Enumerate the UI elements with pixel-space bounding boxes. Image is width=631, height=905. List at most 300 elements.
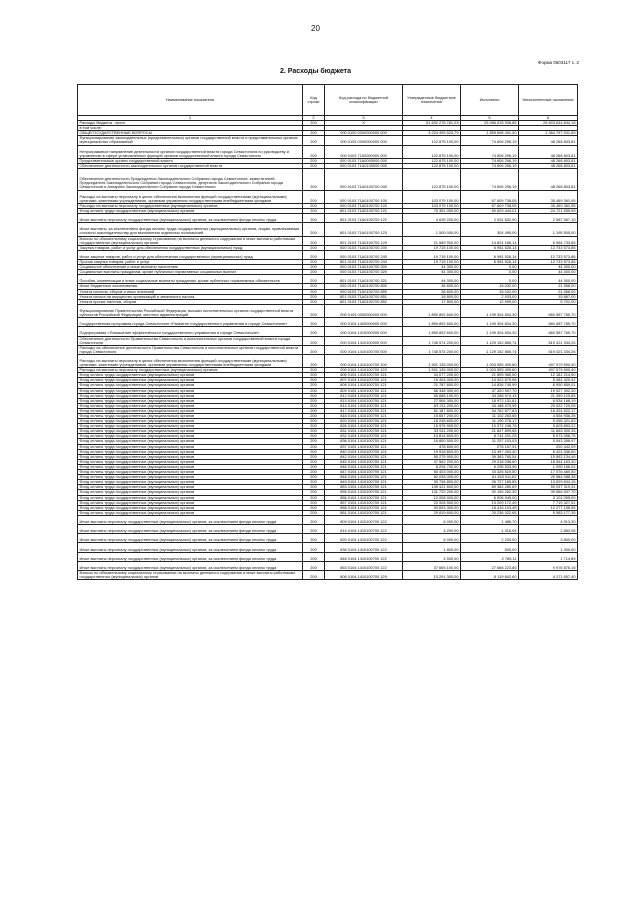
row-approved: 1 748 574 200,00 bbox=[403, 336, 461, 345]
row-executed: 1 003 555 409,60 bbox=[461, 368, 519, 373]
row-executed: 74 606 296,19 bbox=[461, 136, 519, 145]
row-approved: 131 722 200,00 bbox=[403, 490, 461, 495]
row-unexecuted: 9 583 177,35 bbox=[519, 510, 578, 515]
row-name: Непрограммное направление деятельности органов государственной власти города Севастополя по руководству и управлению в сфере установленных функций органов государственной власти города Севастополя bbox=[78, 145, 303, 158]
table-row bbox=[78, 223, 578, 236]
row-kbk: 807 0104 1410100700 121 bbox=[325, 378, 403, 383]
row-name: Фонд оплаты труда государственных (муниципальных) органов bbox=[78, 439, 303, 444]
row-approved: 4 200,00 bbox=[403, 525, 461, 534]
row-executed: 21 847 899,65 bbox=[461, 429, 519, 434]
row-line-code: 200 bbox=[303, 265, 325, 270]
row-unexecuted: 619 421 334,26 bbox=[519, 336, 578, 345]
row-kbk: 000 0103 71A0100700 000 bbox=[325, 169, 403, 191]
row-line-code: 200 bbox=[303, 245, 325, 250]
row-executed: 39 383 765,54 bbox=[461, 454, 519, 459]
row-approved: 122 875 100,00 bbox=[403, 163, 461, 168]
row-kbk: 000 0104 1410100000 000 bbox=[325, 336, 403, 345]
row-line-code: 200 bbox=[303, 304, 325, 317]
row-approved: 19 715 100,00 bbox=[403, 250, 461, 259]
row-name: Фонд оплаты труда государственных (муниципальных) органов bbox=[78, 444, 303, 449]
row-name: Иные закупки товаров, работ и услуг для обеспечения государственных (муниципальных) нужд bbox=[78, 250, 303, 259]
row-unexecuted: 48 268 803,81 bbox=[519, 145, 578, 158]
row-name: Фонд оплаты труда государственных (муниципальных) органов bbox=[78, 373, 303, 378]
row-line-code: 200 bbox=[303, 208, 325, 213]
row-executed: 6 981 526,14 bbox=[461, 245, 519, 250]
row-name: Фонд оплаты труда государственных (муниципальных) органов bbox=[78, 470, 303, 475]
row-approved: 18 245 600,00 bbox=[403, 419, 461, 424]
row-executed: 12 099,00 bbox=[461, 299, 519, 304]
row-executed: 61 453 911,62 bbox=[461, 475, 519, 480]
row-executed: 27 688 223,85 bbox=[461, 561, 519, 570]
row-line-code: 200 bbox=[303, 354, 325, 367]
row-approved: 17 800,00 bbox=[403, 299, 461, 304]
row-kbk: 817 0104 1410100700 121 bbox=[325, 408, 403, 413]
col-index: 2 bbox=[303, 116, 325, 121]
row-approved: 122 875 100,00 bbox=[403, 136, 461, 145]
row-unexecuted: 21 568,00 bbox=[519, 284, 578, 289]
row-kbk: 000 0100 0000000000 000 bbox=[325, 131, 403, 136]
row-line-code: 200 bbox=[303, 470, 325, 475]
row-unexecuted: 50 037 319,31 bbox=[519, 485, 578, 490]
row-name: Фонд оплаты труда государственных (муниципальных) органов bbox=[78, 429, 303, 434]
row-name: в том числе: bbox=[78, 126, 303, 131]
row-approved: 1 859 892 600,00 bbox=[403, 304, 461, 317]
row-executed: 74 606 296,19 bbox=[461, 169, 519, 191]
row-line-code: 200 bbox=[303, 408, 325, 413]
row-line-code: 200 bbox=[303, 190, 325, 203]
row-executed: 20 236 422,65 bbox=[461, 510, 519, 515]
row-approved: 103 079 100,00 bbox=[403, 203, 461, 208]
row-name: Фонд оплаты труда государственных (муниципальных) органов bbox=[78, 398, 303, 403]
row-line-code: 200 bbox=[303, 490, 325, 495]
row-kbk: 806 0104 1410100700 121 bbox=[325, 373, 403, 378]
row-unexecuted: 6 964 733,86 bbox=[519, 236, 578, 245]
row-name: Обеспечение деятельности законодательных органов государственной власти bbox=[78, 163, 303, 168]
row-unexecuted: 11 663 300,35 bbox=[519, 429, 578, 434]
row-name: Фонд оплаты труда государственных (муниципальных) органов bbox=[78, 393, 303, 398]
row-name: Обеспечение деятельности Председателя Законодательного Собрания города Севастополя, заместителей Председателя Законодательного Собрания города Севастополя, депутатов Законодательного Собрания города Севастополя и Аппарата Законодательного Собрания города Севастополя bbox=[78, 169, 303, 191]
row-unexecuted: 15 892 134,46 bbox=[519, 454, 578, 459]
row-name: Иные выплаты персоналу государственных (муниципальных) органов, за исключением фонда оплаты труда bbox=[78, 534, 303, 543]
row-kbk: 000 0104 0000000000 000 bbox=[325, 304, 403, 317]
row-executed: 11 190 278,17 bbox=[461, 419, 519, 424]
row-executed: 34 762 677,83 bbox=[461, 408, 519, 413]
row-line-code: 200 bbox=[303, 424, 325, 429]
row-approved: 122 875 100,00 bbox=[403, 169, 461, 191]
row-approved: 10 291 300,00 bbox=[403, 571, 461, 580]
row-kbk: 801 0103 71A0100700 122 bbox=[325, 214, 403, 223]
row-line-code: 200 bbox=[303, 136, 325, 145]
row-kbk: 837 0104 1410100700 121 bbox=[325, 444, 403, 449]
expenses-table bbox=[77, 84, 578, 580]
row-line-code: 200 bbox=[303, 368, 325, 373]
table-row bbox=[78, 552, 578, 561]
row-line-code: 200 bbox=[303, 345, 325, 354]
row-executed: 21 895 985,50 bbox=[461, 373, 519, 378]
row-line-code: 200 bbox=[303, 294, 325, 299]
table-row bbox=[78, 354, 578, 367]
col-index: 3 bbox=[325, 116, 403, 121]
row-unexecuted: 44 300,00 bbox=[519, 265, 578, 270]
row-name: Функционирование законодательных (представительных) органов государственной власти и представительных органов муниципальных образований bbox=[78, 136, 303, 145]
row-name: Иные выплаты, за исключением фонда оплаты труда государственных (муниципальных) органов, лицам, привлекаемым согласно законодательству для выполнения отдельных полномочий bbox=[78, 223, 303, 236]
row-kbk: 000 0104 1410100700 100 bbox=[325, 354, 403, 367]
row-kbk: 000 0103 71A0100700 300 bbox=[325, 265, 403, 270]
row-kbk: 801 0103 71A0100700 244 bbox=[325, 259, 403, 264]
row-kbk: 801 0103 71A0100700 121 bbox=[325, 208, 403, 213]
row-executed: 43 188 479,95 bbox=[461, 403, 519, 408]
row-line-code: 200 bbox=[303, 485, 325, 490]
row-line-code: 200 bbox=[303, 403, 325, 408]
row-line-code: 200 bbox=[303, 534, 325, 543]
row-name: Расходы на выплаты персоналу в целях обеспечения выполнения функций государственными (муниципальными) органами, казенными учреждениями, органами управления государственными внебюджетными фондами bbox=[78, 190, 303, 203]
row-approved: 37 665 100,00 bbox=[403, 561, 461, 570]
row-unexecuted: 8 534 168,19 bbox=[519, 398, 578, 403]
row-name: Фонд оплаты труда государственных (муниципальных) органов bbox=[78, 408, 303, 413]
row-unexecuted: 497 579 590,40 bbox=[519, 354, 578, 367]
row-line-code: 200 bbox=[303, 454, 325, 459]
row-line-code: 200 bbox=[303, 500, 325, 505]
row-line-code: 200 bbox=[303, 373, 325, 378]
row-executed: 8 741 201,25 bbox=[461, 434, 519, 439]
row-executed: 14 836 740,99 bbox=[461, 383, 519, 388]
header-unexecuted: Неисполненные назначения bbox=[519, 85, 578, 116]
row-executed: 2 200,00 bbox=[461, 534, 519, 543]
row-approved: 19 715 100,00 bbox=[403, 245, 461, 250]
row-name: Фонд оплаты труда государственных (муниципальных) органов bbox=[78, 449, 303, 454]
row-kbk: 812 0104 1410100700 121 bbox=[325, 393, 403, 398]
row-unexecuted: 5 701,00 bbox=[519, 299, 578, 304]
row-kbk: 847 0104 1410100700 121 bbox=[325, 470, 403, 475]
row-kbk: 801 0103 71A0100700 321 bbox=[325, 275, 403, 284]
col-index: 1 bbox=[78, 116, 303, 121]
row-executed: 26 727 165,85 bbox=[461, 480, 519, 485]
row-unexecuted: 18 544 163,40 bbox=[519, 459, 578, 464]
row-approved: 1 500 000,00 bbox=[403, 223, 461, 236]
row-kbk: 845 0104 1410100700 121 bbox=[325, 459, 403, 464]
row-approved: 18 800,00 bbox=[403, 294, 461, 299]
row-name: Фонд оплаты труда государственных (муниципальных) органов bbox=[78, 464, 303, 469]
row-approved: 1 800,00 bbox=[403, 543, 461, 552]
row-line-code: 200 bbox=[303, 505, 325, 510]
row-kbk: 000 0103 71A0100700 100 bbox=[325, 190, 403, 203]
row-line-code: 200 bbox=[303, 158, 325, 163]
row-name: Фонд оплаты труда государственных (муниципальных) органов bbox=[78, 383, 303, 388]
row-unexecuted: 660 587 765,70 bbox=[519, 304, 578, 317]
row-name: Социальные выплаты гражданам, кроме публичных нормативных социальных выплат bbox=[78, 270, 303, 275]
row-executed: 13 209 172,49 bbox=[461, 500, 519, 505]
row-approved: 122 875 100,00 bbox=[403, 145, 461, 158]
row-line-code: 200 bbox=[303, 169, 325, 191]
row-approved: 51 187 600,00 bbox=[403, 408, 461, 413]
table-row bbox=[78, 543, 578, 552]
row-line-code: 200 bbox=[303, 284, 325, 289]
row-kbk: 848 0104 1410100700 122 bbox=[325, 552, 403, 561]
row-kbk: 000 0104 1410000000 000 bbox=[325, 327, 403, 336]
row-line-code: 200 bbox=[303, 449, 325, 454]
table-row bbox=[78, 304, 578, 317]
row-name: Социальное обеспечение и иные выплаты населению bbox=[78, 265, 303, 270]
row-name: Расходы бюджета - всего bbox=[78, 121, 303, 126]
row-executed: 6 906 945,00 bbox=[461, 495, 519, 500]
row-unexecuted: 48 268 803,81 bbox=[519, 158, 578, 163]
table-row bbox=[78, 515, 578, 524]
row-line-code: 200 bbox=[303, 336, 325, 345]
row-unexecuted: 39 566 937,70 bbox=[519, 490, 578, 495]
row-kbk: 000 0104 1410100700 000 bbox=[325, 345, 403, 354]
row-line-code: 200 bbox=[303, 480, 325, 485]
row-name: Иные выплаты персоналу государственных (муниципальных) органов, за исключением фонда оплаты труда bbox=[78, 214, 303, 223]
row-name: Фонд оплаты труда государственных (муниципальных) органов bbox=[78, 500, 303, 505]
row-executed: 25 086 633 936,85 bbox=[461, 121, 519, 126]
row-executed: 18 972 131,81 bbox=[461, 398, 519, 403]
row-unexecuted: 20 022 720,05 bbox=[519, 403, 578, 408]
row-kbk: 814 0104 1410100700 122 bbox=[325, 525, 403, 534]
row-name: Расходы на выплаты персоналу государственных (муниципальных) органов bbox=[78, 203, 303, 208]
row-executed: 0,00 bbox=[461, 275, 519, 284]
row-unexecuted: 48 268 803,81 bbox=[519, 169, 578, 191]
row-executed: 89 384 280,69 bbox=[461, 485, 519, 490]
row-line-code: 200 bbox=[303, 464, 325, 469]
row-kbk: 818 0104 1410100700 121 bbox=[325, 414, 403, 419]
row-line-code: 200 bbox=[303, 121, 325, 126]
row-name: Фонд оплаты труда государственных (муниципальных) органов bbox=[78, 434, 303, 439]
row-unexecuted: 17 076 480,50 bbox=[519, 470, 578, 475]
row-kbk: 000 0103 7100000000 000 bbox=[325, 145, 403, 158]
row-approved: 478 600,00 bbox=[403, 444, 461, 449]
row-unexecuted: 1 300,00 bbox=[519, 543, 578, 552]
row-approved: 33 511 200,00 bbox=[403, 429, 461, 434]
row-approved: 1 501 135 000,00 bbox=[403, 368, 461, 373]
row-line-code: 200 bbox=[303, 439, 325, 444]
row-name: Взносы по обязательному социальному страхованию на выплаты денежного содержания и иные выплаты работникам государственных (муниципальных) органов bbox=[78, 236, 303, 245]
row-kbk: 836 0104 1410100700 121 bbox=[325, 439, 403, 444]
row-unexecuted: 1 714,89 bbox=[519, 552, 578, 561]
table-row bbox=[78, 345, 578, 354]
row-approved: 15 657 200,00 bbox=[403, 414, 461, 419]
row-executed: 304 495,00 bbox=[461, 223, 519, 236]
row-kbk: 836 0104 1410100700 122 bbox=[325, 543, 403, 552]
row-approved: 55 688 100,00 bbox=[403, 393, 461, 398]
row-name: Фонд оплаты труда государственных (муниципальных) органов bbox=[78, 388, 303, 393]
row-approved: 20 928 500,00 bbox=[403, 500, 461, 505]
row-line-code: 200 bbox=[303, 163, 325, 168]
row-line-code: 200 bbox=[303, 414, 325, 419]
row-name: Фонд оплаты труда государственных (муниципальных) органов bbox=[78, 419, 303, 424]
row-name: Фонд оплаты труда государственных (муниципальных) органов bbox=[78, 414, 303, 419]
row-line-code: 200 bbox=[303, 543, 325, 552]
row-executed: 0,00 bbox=[461, 265, 519, 270]
row-unexecuted: 44 300,00 bbox=[519, 275, 578, 284]
page-number: 20 bbox=[311, 24, 320, 33]
row-unexecuted: 3 101 055,00 bbox=[519, 495, 578, 500]
row-executed: 92 155 262,30 bbox=[461, 490, 519, 495]
row-name: Фонд оплаты труда государственных (муниципальных) органов bbox=[78, 505, 303, 510]
row-executed: 11 102 263,65 bbox=[461, 414, 519, 419]
row-line-code: 200 bbox=[303, 571, 325, 580]
header-approved: Утвержденные бюджетные назначения bbox=[403, 85, 461, 116]
row-executed: 1 859 698 491,90 bbox=[461, 131, 519, 136]
row-approved: 4 500,00 bbox=[403, 552, 461, 561]
row-name: Иные выплаты персоналу государственных (муниципальных) органов, за исключением фонда оплаты труда bbox=[78, 515, 303, 524]
table-row bbox=[78, 571, 578, 580]
row-line-code: 200 bbox=[303, 515, 325, 524]
row-kbk: 814 0104 1410100700 121 bbox=[325, 403, 403, 408]
row-line-code: 200 bbox=[303, 393, 325, 398]
row-name: ОБЩЕГОСУДАРСТВЕННЫЕ ВОПРОСЫ bbox=[78, 131, 303, 136]
table-row bbox=[78, 327, 578, 336]
row-unexecuted: 12 181 214,50 bbox=[519, 373, 578, 378]
row-executed: 2 785,11 bbox=[461, 552, 519, 561]
row-line-code: 200 bbox=[303, 419, 325, 424]
row-name: Фонд оплаты труда государственных (муниципальных) органов bbox=[78, 454, 303, 459]
row-kbk: 000 0103 71A0100700 800 bbox=[325, 284, 403, 289]
row-line-code: 200 bbox=[303, 398, 325, 403]
row-unexecuted: 5 481 420,42 bbox=[519, 378, 578, 383]
row-approved: 6 000,00 bbox=[403, 534, 461, 543]
row-kbk: 832 0104 1410100700 121 bbox=[325, 434, 403, 439]
row-unexecuted: 16 424 922,17 bbox=[519, 408, 578, 413]
row-approved: 39 736 800,00 bbox=[403, 480, 461, 485]
row-name: Закупка товаров, работ и услуг для обеспечения государственных (муниципальных) нужд bbox=[78, 245, 303, 250]
header-executed: Исполнено bbox=[461, 85, 519, 116]
row-unexecuted: 1 195 505,00 bbox=[519, 223, 578, 236]
table-row bbox=[78, 190, 578, 203]
row-kbk: 853 0104 1410100700 122 bbox=[325, 561, 403, 570]
row-name: Подпрограмма «Повышение эффективности государственного управления в городе Севастополе» bbox=[78, 327, 303, 336]
row-executed: 6 981 526,14 bbox=[461, 250, 519, 259]
row-name: Фонд оплаты труда государственных (муниципальных) органов bbox=[78, 475, 303, 480]
row-line-code: 200 bbox=[303, 525, 325, 534]
row-approved: 44 300,00 bbox=[403, 270, 461, 275]
row-approved: 21 589 900,00 bbox=[403, 236, 461, 245]
row-kbk: 820 0104 1410100700 122 bbox=[325, 534, 403, 543]
row-unexecuted: 5 073 398,75 bbox=[519, 434, 578, 439]
row-executed: 1 129 152 865,74 bbox=[461, 345, 519, 354]
row-approved: 60 403 000,00 bbox=[403, 470, 461, 475]
row-kbk: 857 0104 1410100700 121 bbox=[325, 500, 403, 505]
table-row bbox=[78, 561, 578, 570]
row-unexecuted: 12 733 573,86 bbox=[519, 250, 578, 259]
row-approved: 6 000,00 bbox=[403, 515, 461, 524]
row-kbk: 846 0104 1410100700 121 bbox=[325, 464, 403, 469]
row-approved: 1 501 135 000,00 bbox=[403, 354, 461, 367]
row-kbk: 000 0103 71A0100700 120 bbox=[325, 203, 403, 208]
row-line-code: 200 bbox=[303, 552, 325, 561]
row-approved: 8 294 700,00 bbox=[403, 464, 461, 469]
row-kbk: 000 0103 0000000000 000 bbox=[325, 136, 403, 145]
row-line-code: 200 bbox=[303, 275, 325, 284]
row-executed: 29 018 036,60 bbox=[461, 459, 519, 464]
row-executed: 13 497 263,40 bbox=[461, 449, 519, 454]
row-unexecuted: 12 733 573,86 bbox=[519, 245, 578, 250]
row-name: Фонд оплаты труда государственных (муниципальных) органов bbox=[78, 208, 303, 213]
table-row bbox=[78, 525, 578, 534]
row-unexecuted: 5 543 396,97 bbox=[519, 439, 578, 444]
row-approved: 139 421 600,00 bbox=[403, 485, 461, 490]
row-unexecuted: 44 300,00 bbox=[519, 270, 578, 275]
row-executed: 34 288 974,15 bbox=[461, 393, 519, 398]
row-approved: 13 814 600,00 bbox=[403, 434, 461, 439]
row-kbk: 806 0104 1410100700 129 bbox=[325, 571, 403, 580]
row-kbk: 801 0103 71A0100700 123 bbox=[325, 223, 403, 236]
row-kbk: 848 0104 1410100700 121 bbox=[325, 475, 403, 480]
table-row bbox=[78, 236, 578, 245]
table-row bbox=[78, 145, 578, 158]
row-kbk: 801 0103 71A0100700 129 bbox=[325, 236, 403, 245]
row-name: Расходы на выплаты персоналу государственных (муниципальных) органов bbox=[78, 368, 303, 373]
row-unexecuted: 7 719 327,51 bbox=[519, 500, 578, 505]
row-approved: 34 077 200,00 bbox=[403, 373, 461, 378]
row-line-code: 200 bbox=[303, 250, 325, 259]
row-name: Иные бюджетные ассигнования bbox=[78, 284, 303, 289]
row-approved: 103 079 100,00 bbox=[403, 190, 461, 203]
row-name: Фонд оплаты труда государственных (муниципальных) органов bbox=[78, 490, 303, 495]
col-index: 4 bbox=[403, 116, 461, 121]
row-approved: 15 975 900,00 bbox=[403, 424, 461, 429]
row-executed: 2 051 632,90 bbox=[461, 214, 519, 223]
row-kbk: 855 0104 1410100700 121 bbox=[325, 490, 403, 495]
row-executed: 18 416 103,45 bbox=[461, 505, 519, 510]
row-executed: 6 119 642,60 bbox=[461, 571, 519, 580]
row-unexecuted: 1 364 797 031,89 bbox=[519, 131, 578, 136]
row-line-code: 200 bbox=[303, 289, 325, 294]
row-line-code: 200 bbox=[303, 327, 325, 336]
row-approved: 63 211 200,00 bbox=[403, 403, 461, 408]
row-kbk: 820 0104 1410100700 121 bbox=[325, 419, 403, 424]
row-kbk: 840 0104 1410100700 121 bbox=[325, 449, 403, 454]
header-kbk: Код расхода по бюджетной классификации bbox=[325, 85, 403, 116]
row-executed: 43 326 519,50 bbox=[461, 470, 519, 475]
row-executed: 11 257 103,03 bbox=[461, 439, 519, 444]
row-line-code: 200 bbox=[303, 383, 325, 388]
row-line-code: 200 bbox=[303, 270, 325, 275]
row-name: Иные выплаты персоналу государственных (муниципальных) органов, за исключением фонда оплаты труда bbox=[78, 561, 303, 570]
row-name: Фонд оплаты труда государственных (муниципальных) органов bbox=[78, 480, 303, 485]
row-name: Иные выплаты персоналу государственных (муниципальных) органов, за исключением фонда оплаты труда bbox=[78, 543, 303, 552]
section-title: 2. Расходы бюджета bbox=[280, 68, 351, 75]
table-row bbox=[78, 534, 578, 543]
row-unexecuted: 21 399 125,85 bbox=[519, 393, 578, 398]
row-unexecuted: 15 867,00 bbox=[519, 294, 578, 299]
table-row bbox=[78, 214, 578, 223]
row-line-code: 200 bbox=[303, 318, 325, 327]
row-kbk: 809 0104 1410100700 121 bbox=[325, 388, 403, 393]
row-unexecuted: 9 976 876,15 bbox=[519, 561, 578, 570]
row-unexecuted: 200 442,09 bbox=[519, 444, 578, 449]
row-kbk: 808 0104 1410100700 121 bbox=[325, 383, 403, 388]
table-row bbox=[78, 318, 578, 327]
row-kbk: 000 0103 71A0100000 000 bbox=[325, 163, 403, 168]
row-executed: 1 199 304 834,30 bbox=[461, 327, 519, 336]
row-executed: 74 606 296,19 bbox=[461, 158, 519, 163]
row-approved: 21 787 600,00 bbox=[403, 383, 461, 388]
row-line-code: 200 bbox=[303, 429, 325, 434]
row-name: Взносы по обязательному социальному страхованию на выплаты денежного содержания и иные выплаты работникам государственных (муниципальных) органов bbox=[78, 571, 303, 580]
row-unexecuted: 24 721 555,99 bbox=[519, 208, 578, 213]
row-executed: 1 316,94 bbox=[461, 525, 519, 534]
row-name: Уплата налогов, сборов и иных платежей bbox=[78, 289, 303, 294]
table-row bbox=[78, 336, 578, 345]
row-executed: 0,00 bbox=[461, 270, 519, 275]
row-unexecuted: 497 579 590,40 bbox=[519, 368, 578, 373]
row-name: Функционирование Правительства Российской Федерации, высших исполнительных органов государственной власти субъектов Российской Федерации, местных администраций bbox=[78, 304, 303, 317]
row-executed: 74 606 296,19 bbox=[461, 163, 519, 168]
row-name: Уплата прочих налогов, сборов bbox=[78, 299, 303, 304]
row-kbk: 831 0104 1410100700 121 bbox=[325, 429, 403, 434]
row-approved: 19 918 600,00 bbox=[403, 449, 461, 454]
row-kbk: 000 0103 71A0000000 000 bbox=[325, 158, 403, 163]
